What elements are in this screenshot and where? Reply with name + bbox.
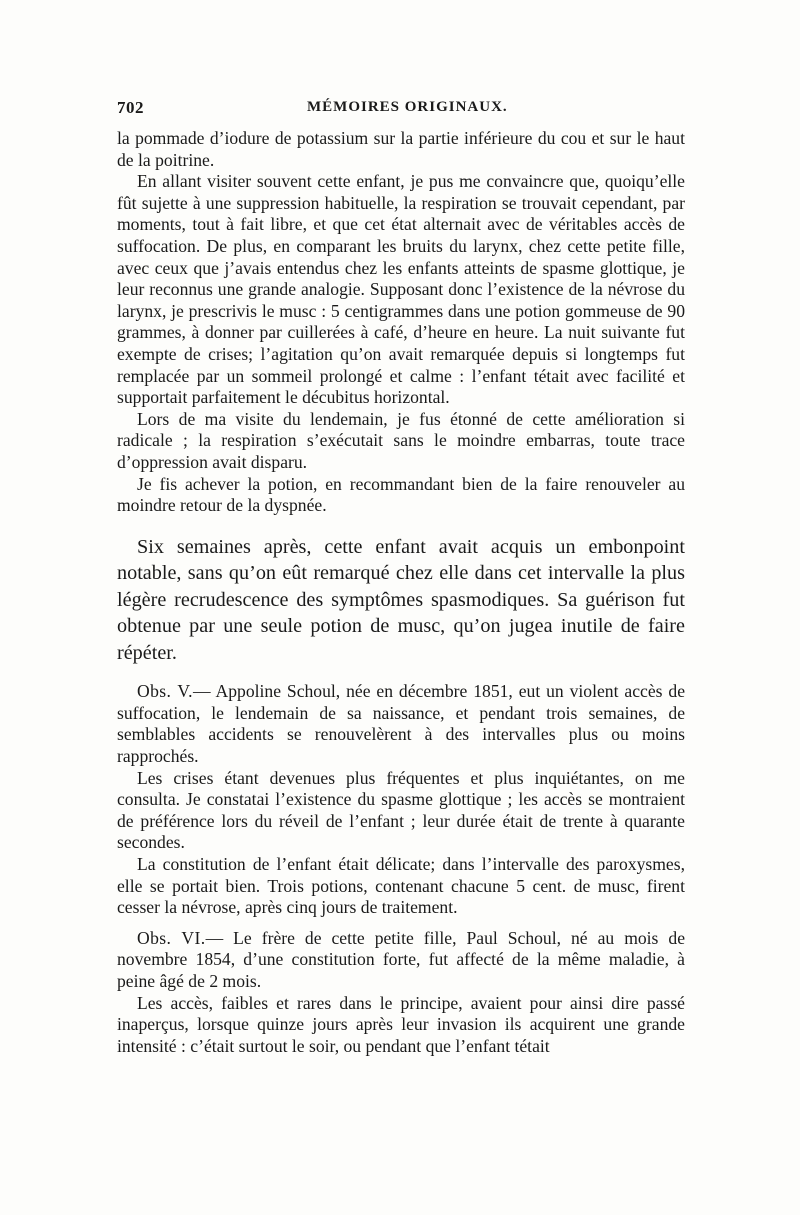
body-text <box>117 128 685 1057</box>
observation-text: — Appoline Schoul, née en décembre 1851, eut un violent accès de suffocation, le lendemain de sa naissance, et pendant trois semaines, de semblables accidents se renouvelèrent à des intervalles plus ou moins rapprochés. <box>117 681 686 766</box>
observation-text: — Le frère de cette petite fille, Paul Schoul, né au mois de novembre 1854, d’une constitution forte, fut affecté de la même maladie, à peine âgé de 2 mois. <box>117 927 686 991</box>
paragraph-large-type: Six semaines après, cette enfant avait acquis un embonpoint notable, sans qu’on eût remarqué chez elle dans cet intervalle la plus légère recrudescence des symptômes spasmodiques. Sa guérison fut obtenue par une seule potion de musc, qu’on jugea inutile de faire répéter. <box>117 535 685 664</box>
observation-paragraph <box>117 928 685 993</box>
paragraph: Les crises étant devenues plus fréquentes et plus inquiétantes, on me consulta. Je constatai l’existence du spasme glottique ; les accès se montraient de préférence lors du réveil de l’enfant ; leur durée était de trente à quarante secondes. <box>117 767 685 853</box>
page-header <box>117 98 687 122</box>
paragraph: Je fis achever la potion, en recommandant bien de la faire renouveler au moindre retour de la dyspnée. <box>117 473 685 516</box>
observation-label: Obs. V. <box>137 681 193 702</box>
running-head: MÉMOIRES ORIGINAUX. <box>307 99 508 115</box>
paragraph: En allant visiter souvent cette enfant, je pus me convaincre que, quoiqu’elle fût sujette à une suppression habituelle, la respiration se trouvait cependant, par moments, tout à fait libre, et que cet état alternait avec de véritables accès de suffocation. De plus, en comparant les bruits du larynx, chez cette petite fille, avec ceux que j’avais entendus chez les enfants atteints de spasme glottique, je leur reconnus une grande analogie. Supposant donc l’existence de la névrose du larynx, je prescrivis le musc : 5 centigrammes dans une potion gommeuse de 90 grammes, à donner par cuillerées à café, d’heure en heure. La nuit suivante fut exempte de crises; l’agitation qu’on avait remarquée depuis si longtemps fut remplacée par un sommeil prolongé et calme : l’enfant tétait avec facilité et supportait parfaitement le décubitus horizontal. <box>117 171 685 408</box>
observation-label: Obs. VI. <box>137 927 206 948</box>
paragraph: La constitution de l’enfant était délicate; dans l’intervalle des paroxysmes, elle se portait bien. Trois potions, contenant chacune 5 cent. de musc, firent cesser la névrose, après cinq jours de traitement. <box>117 853 685 918</box>
observation-paragraph <box>117 681 685 767</box>
page-number: 702 <box>117 98 144 117</box>
paragraph-continuation: la pommade d’iodure de potassium sur la partie inférieure du cou et sur le haut de la poitrine. <box>117 128 685 170</box>
paragraph: Les accès, faibles et rares dans le principe, avaient pour ainsi dire passé inaperçus, lorsque quinze jours après leur invasion ils acquirent une grande intensité : c’était surtout le soir, ou pendant que l’enfant tétait <box>117 992 685 1056</box>
paragraph: Lors de ma visite du lendemain, je fus étonné de cette amélioration si radicale ; la respiration s’exécutait sans le moindre embarras, toute trace d’oppression avait disparu. <box>117 408 685 472</box>
